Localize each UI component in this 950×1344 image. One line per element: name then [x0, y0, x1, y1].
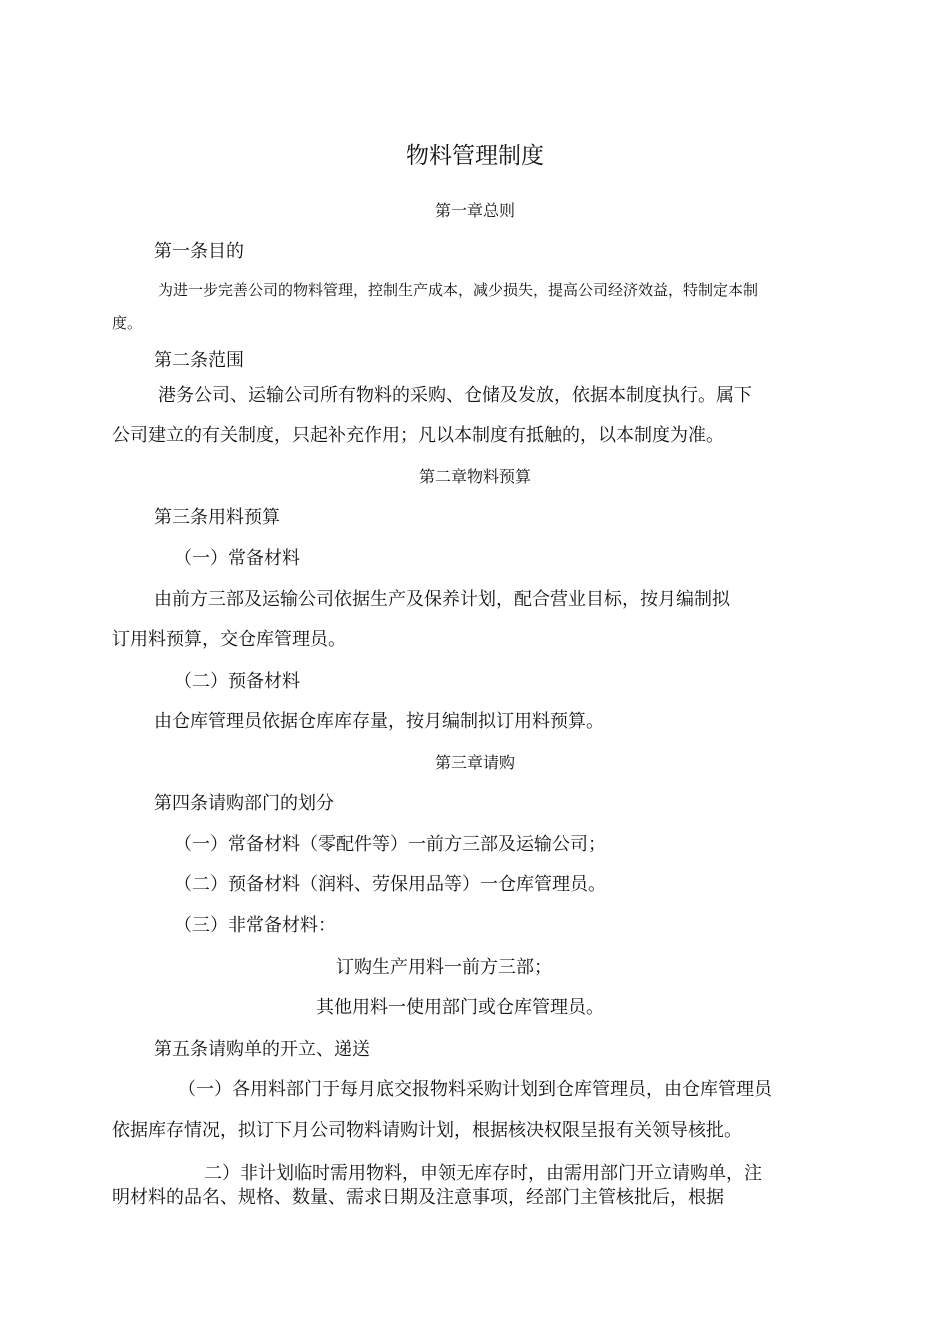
article-3-sub1-text-line-1: 由前方三部及运输公司依据生产及保养计划，配合营业目标，按月编制拟 — [154, 589, 730, 610]
chapter-2-heading: 第二章物料预算 — [418, 467, 531, 486]
article-2-text-line-1: 港务公司、运输公司所有物料的采购、仓储及发放，依据本制度执行。属下 — [158, 385, 752, 406]
article-3-sub2-text-line-1: 由仓库管理员依据仓库库存量，按月编制拟订用料预算。 — [154, 711, 604, 732]
article-3-sub1-text-line-2: 订用料预算，交仓库管理员。 — [112, 629, 346, 650]
article-4-heading: 第四条请购部门的划分 — [154, 793, 334, 814]
article-4-item-3-a: 订购生产用料一前方三部； — [336, 957, 552, 978]
chapter-3-heading: 第三章请购 — [434, 753, 515, 772]
article-4-item-3: （三）非常备材料： — [174, 915, 336, 936]
document-title: 物料管理制度 — [406, 143, 544, 169]
article-5-item-1-line-1: （一）各用料部门于每月底交报物料采购计划到仓库管理员，由仓库管理员 — [178, 1079, 772, 1100]
article-3-heading: 第三条用料预算 — [154, 507, 280, 528]
article-5-heading: 第五条请购单的开立、递送 — [154, 1039, 370, 1060]
article-1-text-line-2: 度。 — [112, 314, 143, 332]
article-5-item-2-line-1: 二）非计划临时需用物料，申领无库存时，由需用部门开立请购单，注 — [204, 1163, 762, 1184]
article-1-heading: 第一条目的 — [154, 241, 244, 262]
article-4-item-2: （二）预备材料（润料、劳保用品等）一仓库管理员。 — [174, 874, 606, 895]
article-2-text-line-2: 公司建立的有关制度，只起补充作用；凡以本制度有抵触的，以本制度为准。 — [112, 425, 724, 446]
article-4-item-3-b: 其他用料一使用部门或仓库管理员。 — [316, 997, 604, 1018]
article-3-subheading-2: （二）预备材料 — [174, 671, 300, 692]
article-5-item-2-line-2: 明材料的品名、规格、数量、需求日期及注意事项，经部门主管核批后，根据 — [112, 1187, 724, 1208]
article-3-subheading-1: （一）常备材料 — [174, 548, 300, 569]
article-1-text-line-1: 为进一步完善公司的物料管理，控制生产成本，减少损失，提高公司经济效益，特制定本制 — [158, 281, 759, 299]
article-5-item-1-line-2: 依据库存情况，拟订下月公司物料请购计划，根据核决权限呈报有关领导核批。 — [112, 1120, 742, 1141]
article-4-item-1: （一）常备材料（零配件等）一前方三部及运输公司； — [174, 834, 606, 855]
article-2-heading: 第二条范围 — [154, 350, 244, 371]
chapter-1-heading: 第一章总则 — [434, 201, 515, 220]
